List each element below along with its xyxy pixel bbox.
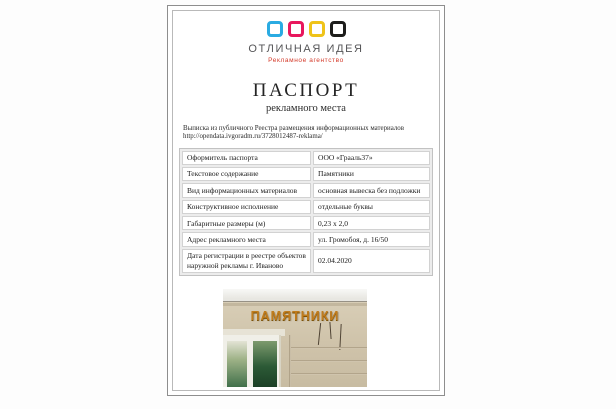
table-row bbox=[182, 249, 430, 273]
row-value: 02.04.2020 bbox=[313, 249, 430, 273]
wall-panel-groove bbox=[289, 373, 367, 375]
agency-name: ОТЛИЧНАЯ ИДЕЯ bbox=[248, 43, 364, 55]
row-label: Текстовое содержание bbox=[182, 167, 311, 181]
document-subtitle: рекламного места bbox=[266, 103, 346, 114]
registry-excerpt-line1: Выписка из публичного Реестра размещения информационных материалов bbox=[183, 125, 404, 132]
page-inner-frame bbox=[172, 10, 440, 391]
table-row bbox=[182, 232, 430, 246]
registry-url: http://opendata.ivgoradm.ru/3728012487-reklama/ bbox=[183, 133, 323, 141]
row-label: Вид информационных материалов bbox=[182, 183, 311, 197]
passport-table bbox=[179, 148, 433, 276]
document-title: ПАСПОРТ bbox=[252, 80, 360, 101]
row-label: Габаритные размеры (м) bbox=[182, 216, 311, 230]
row-value: Памятники bbox=[313, 167, 430, 181]
row-value: ООО «Грааль37» bbox=[313, 151, 430, 165]
storefront-photo bbox=[223, 289, 367, 387]
logo-black-square-icon bbox=[330, 21, 346, 37]
row-value: основная вывеска без подложки bbox=[313, 183, 430, 197]
window-pane-right bbox=[253, 341, 277, 387]
logo-cyan-square-icon bbox=[267, 21, 283, 37]
cornice-shadow bbox=[223, 303, 367, 306]
row-label: Оформитель паспорта bbox=[182, 151, 311, 165]
table-row bbox=[182, 183, 430, 197]
hanging-wire bbox=[329, 322, 331, 339]
wall-panel-groove bbox=[289, 360, 367, 362]
storefront-sign-text: ПАМЯТНИКИ bbox=[250, 308, 340, 323]
building-cornice bbox=[223, 289, 367, 302]
registry-excerpt bbox=[183, 125, 431, 142]
agency-logo bbox=[173, 21, 439, 37]
row-value: 0,23 х 2,0 bbox=[313, 216, 430, 230]
table-row bbox=[182, 200, 430, 214]
logo-yellow-square-icon bbox=[309, 21, 325, 37]
row-value: ул. Громобоя, д. 16/50 bbox=[313, 232, 430, 246]
table-row bbox=[182, 151, 430, 165]
row-label: Конструктивное исполнение bbox=[182, 200, 311, 214]
row-value: отдельные буквы bbox=[313, 200, 430, 214]
table-row bbox=[182, 167, 430, 181]
wall-panel-joint bbox=[289, 335, 291, 387]
wall-panel-groove bbox=[289, 347, 367, 349]
passport-page bbox=[167, 5, 445, 396]
agency-tagline: Рекламное агентство bbox=[268, 57, 344, 64]
building-window bbox=[223, 335, 281, 387]
logo-magenta-square-icon bbox=[288, 21, 304, 37]
row-label: Дата регистрации в реестре объектов наружной рекламы г. Иваново bbox=[182, 249, 311, 273]
window-pane-left bbox=[227, 341, 247, 387]
hanging-wire bbox=[318, 323, 321, 345]
row-label: Адрес рекламного места bbox=[182, 232, 311, 246]
table-row bbox=[182, 216, 430, 230]
